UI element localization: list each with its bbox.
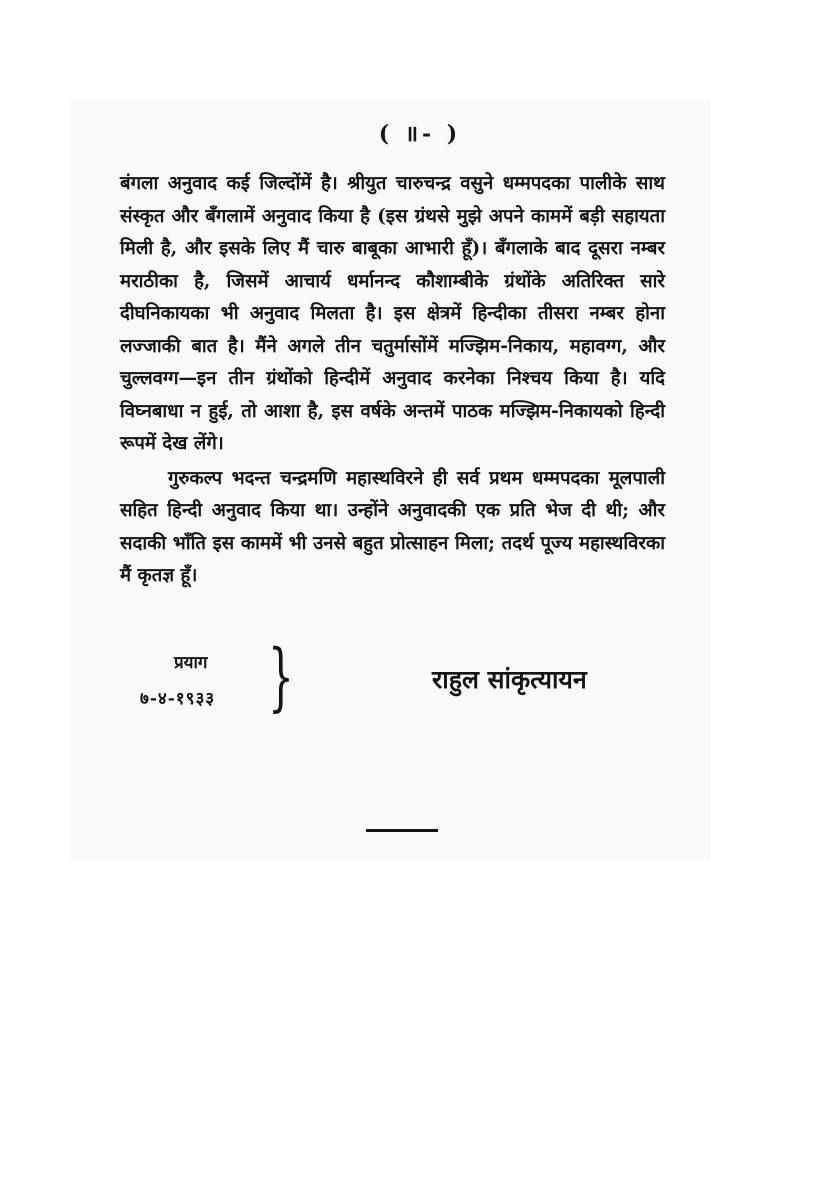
body-text bbox=[120, 168, 665, 593]
brace-mark: } bbox=[268, 634, 294, 720]
paragraph-1: बंगला अनुवाद कई जिल्दोंमें है। श्रीयुत चारुचन्द्र वसुने धम्मपदका पालीके साथ संस्कृत और बँगलामें अनुवाद किया है (इस ग्रंथसे मुझे अपने काममें बड़ी सहायता मिली है, और इसके लिए मैं चारु बाबूका आभारी हूँ)। बँगलाके बाद दूसरा नम्बर मराठीका है, जिसमें आचार्य धर्मानन्द कौशाम्बीके ग्रंथोंके अतिरिक्त सारे दीघनिकायका भी अनुवाद मिलता है। इस क्षेत्रमें हिन्दीका तीसरा नम्बर होना लज्जाकी बात है। मैंने अगले तीन चतुर्मासोंमें मज्झिम-निकाय, महावग्ग, और चुल्लवग्ग—इन तीन ग्रंथोंको हिन्दीमें अनुवाद करनेका निश्चय किया है। यदि विघ्नबाधा न हुई, तो आशा है, इस वर्षके अन्तमें पाठक मज्झिम-निकायको हिन्दी रूपमें देख लेंगे। bbox=[120, 173, 665, 454]
date: ७-४-१९३३ bbox=[140, 689, 216, 709]
signature-block bbox=[140, 634, 660, 726]
end-rule bbox=[366, 829, 438, 832]
author-name: राहुल सांकृत्यायन bbox=[432, 665, 587, 694]
paragraph-2: गुरुकल्प भदन्त चन्द्रमणि महास्थविरने ही सर्व प्रथम धम्मपदका मूलपाली सहित हिन्दी अनुवाद किया था। उन्होंने अनुवादकी एक प्रति भेज दी थी; और सदाकी भाँति इस काममें भी उनसे बहुत प्रोत्साहन मिला; तदर्थ पूज्य महास्थविरका मैं कृतज्ञ हूँ। bbox=[120, 467, 665, 586]
page-number: ( ॥- ) bbox=[378, 121, 462, 147]
place-name: प्रयाग bbox=[174, 653, 208, 673]
